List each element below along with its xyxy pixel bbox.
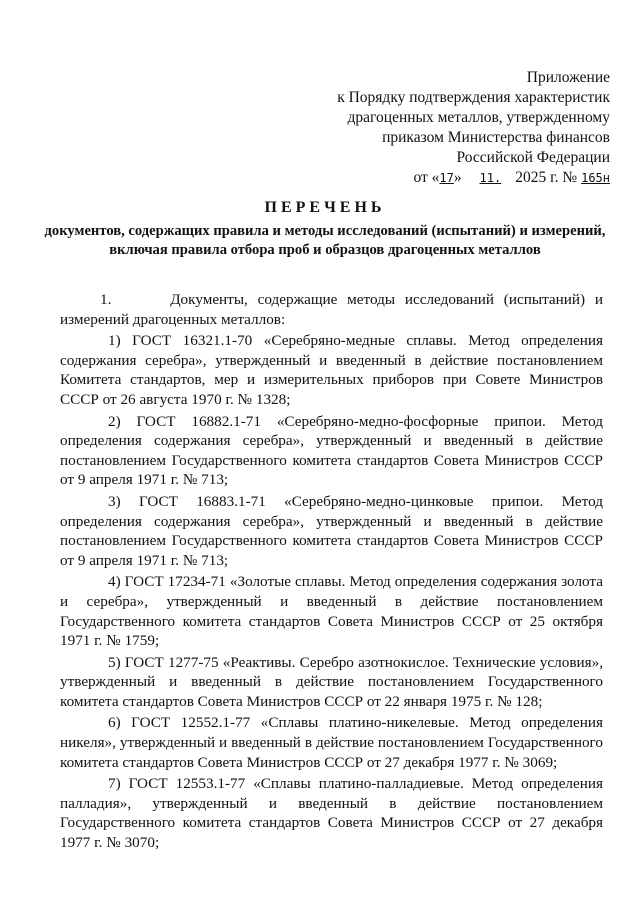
document-body — [60, 290, 603, 855]
list-item: 7) ГОСТ 12553.1-77 «Сплавы платино-палладиевые. Метод определения палладия», утвержденный и введенный в действие постановлением Государственного комитета стандартов Совета Министров СССР от 27 декабря 1977 г. № 3070; — [60, 775, 603, 852]
document-subtitle: документов, содержащих правила и методы исследований (испытаний) и измерений, включая правила отбора проб и образцов драгоценных металлов — [44, 223, 606, 258]
appendix-line: к Порядку подтверждения характеристик — [337, 89, 610, 106]
date-prefix: от « — [413, 169, 440, 186]
list-item: 4) ГОСТ 17234-71 «Золотые сплавы. Метод определения содержания золота и серебра», утвержденный и введенный в действие постановлением Государственного комитета стандартов Совета Министров СССР от 25 октября 1971 г. № 1759; — [60, 573, 603, 650]
list-item: 1) ГОСТ 16321.1-70 «Серебряно-медные сплавы. Метод определения содержания серебра», утвержденный и введенный в действие постановлением Комитета стандартов, мер и измерительных приборов при Совете Министров СССР от 26 августа 1970 г. № 1328; — [60, 332, 603, 408]
order-dateline — [280, 168, 610, 188]
list-item: 5) ГОСТ 1277-75 «Реактивы. Серебро азотнокислое. Технические условия», утвержденный и введенный в действие постановлением Государственного комитета стандартов Совета Министров СССР от 22 января 1975 г. № 128; — [60, 653, 603, 710]
title-block — [40, 198, 610, 260]
order-day: 17 — [439, 171, 454, 185]
document-title: ПЕРЕЧЕНЬ — [264, 199, 386, 216]
appendix-header — [280, 68, 610, 188]
date-separator: » — [453, 169, 466, 186]
list-item: 2) ГОСТ 16882.1-71 «Серебряно-медно-фосфорные припои. Метод определения содержания серебра», утвержденный и введенный в действие постановлением Государственного комитета стандартов Совета Министров СССР от 9 апреля 1971 г. № 713; — [60, 412, 603, 489]
appendix-line: драгоценных металлов, утвержденному — [347, 109, 610, 126]
list-item: 3) ГОСТ 16883.1-71 «Серебряно-медно-цинковые припои. Метод определения содержания серебра», утвержденный и введенный в действие постановлением Государственного комитета стандартов Совета Министров СССР от 9 апреля 1971 г. № 713; — [60, 492, 603, 569]
order-month: 11. — [479, 171, 502, 185]
list-item: 6) ГОСТ 12552.1-77 «Сплавы платино-никелевые. Метод определения никеля», утвержденный и введенный в действие постановлением Государственного комитета стандартов Совета Министров СССР от 27 декабря 1977 г. № 3069; — [60, 714, 603, 771]
appendix-line: Российской Федерации — [456, 149, 610, 166]
section-heading: 1. Документы, содержащие методы исследований (испытаний) и измерений драгоценных металлов: — [60, 291, 603, 328]
appendix-label: Приложение — [526, 69, 610, 86]
order-year: 2025 г. № — [515, 169, 582, 186]
order-number: 165н — [581, 171, 610, 185]
appendix-line: приказом Министерства финансов — [382, 129, 610, 146]
